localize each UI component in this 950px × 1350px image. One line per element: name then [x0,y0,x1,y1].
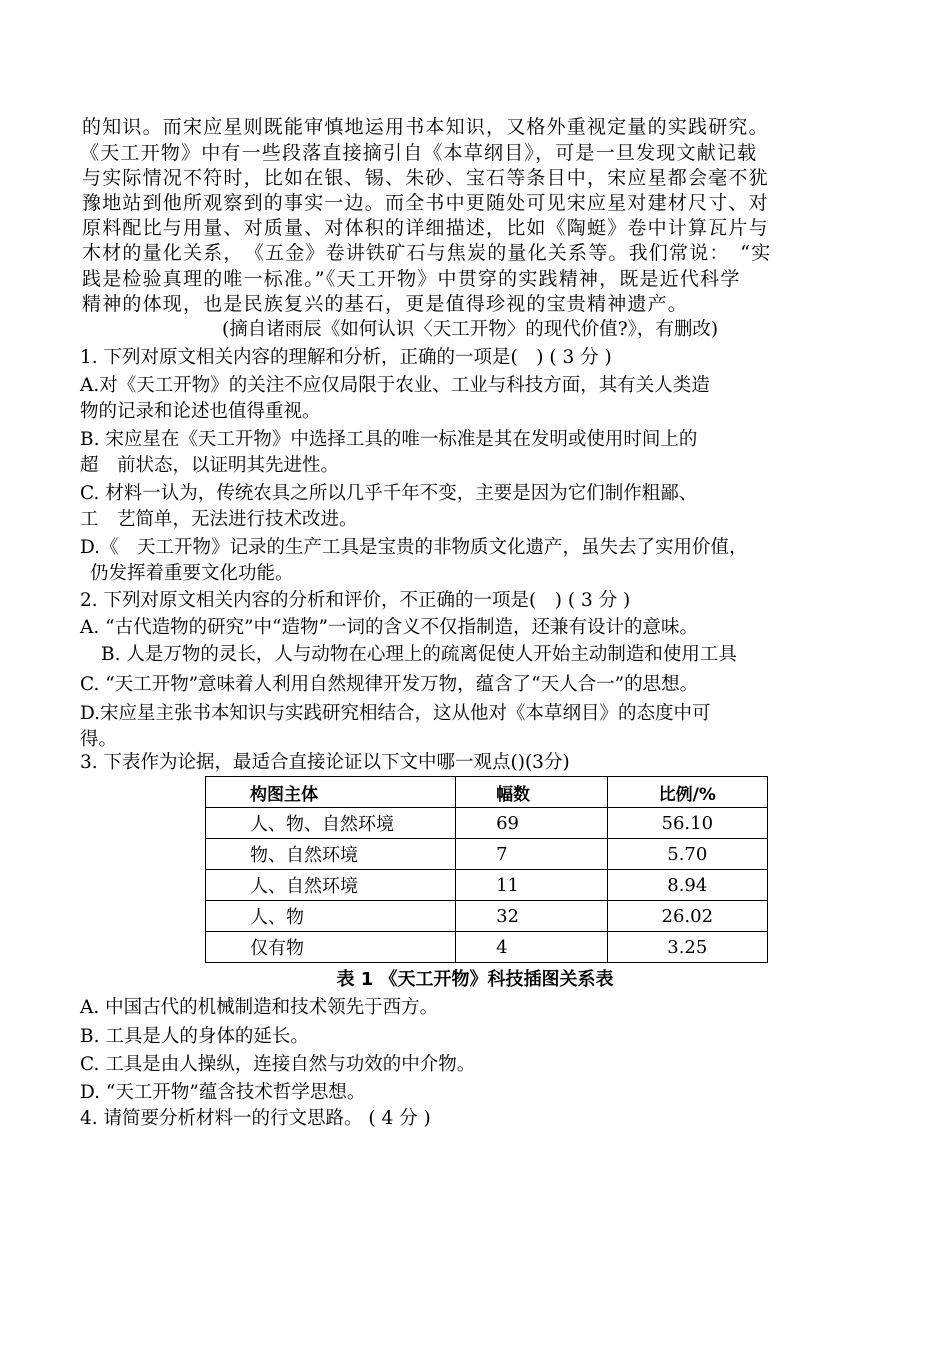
table-row [206,839,768,870]
table-row [206,901,768,932]
table-cell-subject: 物、自然环境 [206,839,456,870]
table-row [206,870,768,901]
q1-option-c-line1: C. 材料一认为，传统农具之所以几乎千年不变，主要是因为它们制作粗鄙、 [80,483,698,504]
table-row [206,932,768,963]
table-cell-count: 11 [456,870,608,901]
table-row [206,808,768,839]
table-header-count: 幅数 [456,777,608,808]
table-caption: 表 1 《天工开物》科技插图关系表 [336,969,614,990]
q1-option-b-line2: 超 前状态，以证明其先进性。 [80,455,340,476]
table-cell-ratio: 56.10 [607,808,767,839]
passage-line-5: 原料配比与用量、对质量、对体积的详细描述，比如《陶蜓》卷中计算瓦片与 [82,217,769,239]
q4-stem: 4. 请简要分析材料一的行文思路。 ( 4 分 ) [80,1108,431,1129]
table-header-ratio: 比例/% [607,777,767,808]
table-cell-subject: 人、自然环境 [206,870,456,901]
passage-line-1: 的知识。而宋应星则既能审慎地运用书本知识，又格外重视定量的实践研究。 [82,116,769,138]
passage-source: (摘自诸雨辰《如何认识〈天工开物〉的现代价值?》，有删改) [222,319,719,340]
table-header-row [206,777,768,808]
table-cell-count: 69 [456,808,608,839]
table-cell-ratio: 3.25 [607,932,767,963]
table-cell-count: 4 [456,932,608,963]
passage-line-2: 《天工开物》中有一些段落直接摘引自《本草纲目》，可是一旦发现文献记载 [80,142,758,164]
q2-option-a: A. “古代造物的研究”中“造物”一词的含义不仅指制造，还兼有设计的意味。 [80,617,698,638]
q2-option-c: C. “天工开物”意味着人利用自然规律开发万物，蕴含了“天人合一”的思想。 [80,674,699,695]
table-cell-subject: 人、物、自然环境 [206,808,456,839]
q2-option-b: B. 人是万物的灵长，人与动物在心理上的疏离促使人开始主动制造和使用工具 [101,644,737,665]
q1-option-a-line1: A.对《天工开物》的关注不应仅局限于农业、工业与科技方面，其有关人类造 [80,375,710,396]
passage-line-3: 与实际情况不符时，比如在银、锡、朱砂、宝石等条目中，宋应星都会毫不犹 [82,167,769,189]
table-cell-subject: 人、物 [206,901,456,932]
illustration-relation-table [205,776,768,963]
q3-stem: 3. 下表作为论据，最适合直接论证以下文中哪一观点()(3分) [80,752,570,773]
q1-option-d-line2: 仍发挥着重要文化功能。 [90,563,294,584]
q3-option-c: C. 工具是由人操纵，连接自然与功效的中介物。 [80,1054,476,1075]
q3-option-b: B. 工具是人的身体的延长。 [80,1026,309,1047]
q1-option-b-line1: B. 宋应星在《天工开物》中选择工具的唯一标准是其在发明或使用时间上的 [80,429,698,450]
table-cell-count: 32 [456,901,608,932]
q2-option-d-line2: 得。 [80,729,118,750]
passage-line-4: 豫地站到他所观察到的事实一边。而全书中更随处可见宋应星对建材尺寸、对 [82,192,769,214]
passage-line-7: 践是检验真理的唯一标准。”《天工开物》中贯穿的实践精神，既是近代科学 [82,268,741,290]
q1-option-d-line1: D.《 天工开物》记录的生产工具是宝贵的非物质文化遗产，虽失去了实用价值， [80,537,748,558]
table-cell-count: 7 [456,839,608,870]
q3-option-d: D. “天工开物”蕴含技术哲学思想。 [80,1082,366,1103]
q2-option-d-line1: D.宋应星主张书本知识与实践研究相结合，这从他对《本草纲目》的态度中可 [80,703,711,724]
table-cell-subject: 仅有物 [206,932,456,963]
passage-line-6: 木材的量化关系， 《五金》卷讲铁矿石与焦炭的量化关系等。我们常说： “实 [82,242,772,264]
table-header-subject: 构图主体 [206,777,456,808]
passage-line-8: 精神的体现，也是民族复兴的基石，更是值得珍视的宝贵精神遗产。 [82,293,689,315]
q1-option-c-line2: 工 艺简单，无法进行技术改进。 [80,509,358,530]
table-cell-ratio: 26.02 [607,901,767,932]
table-cell-ratio: 5.70 [607,839,767,870]
q1-option-a-line2: 物的记录和论述也值得重视。 [80,401,321,422]
table-cell-ratio: 8.94 [607,870,767,901]
q1-stem: 1. 下列对原文相关内容的理解和分析，正确的一项是( ) ( 3 分 ) [80,347,612,368]
q3-option-a: A. 中国古代的机械制造和技术领先于西方。 [80,997,439,1018]
q2-stem: 2. 下列对原文相关内容的分析和评价，不正确的一项是( ) ( 3 分 ) [80,590,631,611]
